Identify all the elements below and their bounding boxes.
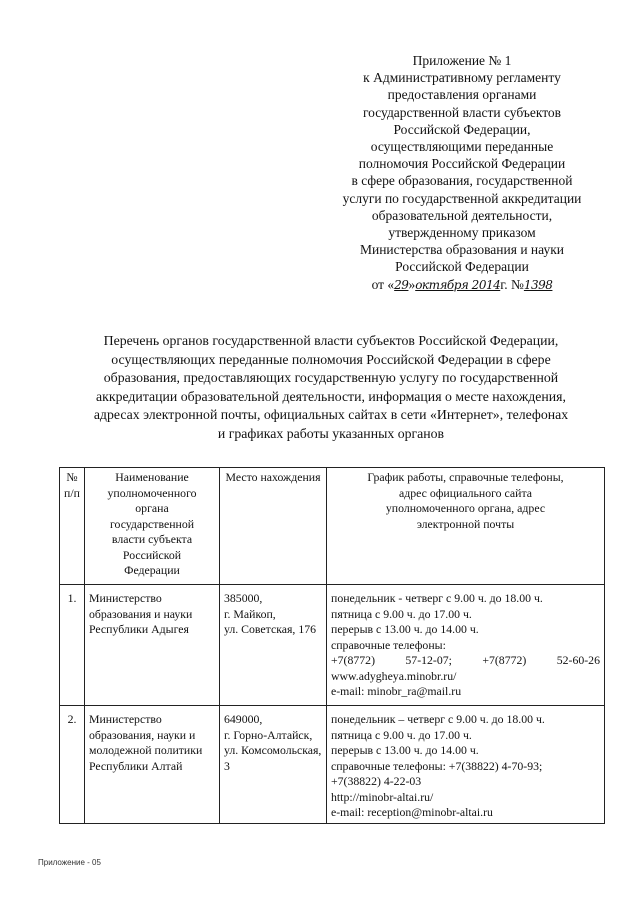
location-line: 649000, bbox=[224, 712, 263, 726]
row-authority-name bbox=[85, 706, 220, 824]
appendix-line: Приложение № 1 bbox=[412, 53, 512, 68]
appendix-line: к Административному регламенту bbox=[363, 70, 561, 86]
row-number: 1. bbox=[60, 585, 85, 706]
schedule-line: справочные телефоны: bbox=[331, 637, 446, 652]
table-row bbox=[60, 585, 605, 706]
appendix-line: услуги по государственной аккредитации bbox=[342, 190, 582, 206]
header-name-line: государственной bbox=[109, 516, 195, 531]
location-line: 3 bbox=[224, 758, 230, 773]
location-line: г. Майкоп, bbox=[224, 606, 276, 621]
location-line: ул. Комсомольская, bbox=[224, 743, 322, 757]
title-line: и графиках работы указанных органов bbox=[217, 425, 445, 441]
phone-part: +7(8772) bbox=[482, 653, 527, 667]
header-num-line: № bbox=[66, 470, 78, 484]
appendix-line: образовательной деятельности, bbox=[371, 207, 553, 223]
row-schedule bbox=[327, 706, 605, 824]
appendix-line: предоставления органами bbox=[387, 87, 537, 103]
schedule-line: пятница с 9.00 ч. до 17.00 ч. bbox=[331, 727, 472, 742]
page-footer: Приложение - 05 bbox=[38, 858, 101, 867]
order-reference bbox=[330, 276, 594, 294]
header-schedule bbox=[327, 468, 605, 585]
header-schedule-line: уполномоченного органа, адрес bbox=[385, 501, 546, 515]
row-number: 2. bbox=[60, 706, 85, 824]
location-line: г. Горно-Алтайск, bbox=[224, 727, 313, 742]
header-name-line: органа bbox=[135, 501, 169, 515]
name-line: Республики Адыгея bbox=[89, 622, 189, 636]
order-mid: » bbox=[408, 276, 416, 292]
header-name-line: уполномоченного bbox=[107, 485, 197, 500]
name-line: Министерство bbox=[89, 712, 162, 726]
header-num-line: п/п bbox=[64, 485, 80, 500]
header-name-line: Федерации bbox=[124, 563, 180, 577]
phone-part: 57-12-07; bbox=[405, 653, 452, 667]
location-line: ул. Советская, 176 bbox=[224, 622, 317, 636]
order-prefix: от « bbox=[371, 276, 395, 292]
order-day: 29 bbox=[394, 277, 409, 292]
appendix-header bbox=[330, 52, 594, 294]
title-line: аккредитации образовательной деятельности, информация о месте нахождения, bbox=[96, 388, 566, 404]
appendix-line: государственной власти субъектов bbox=[362, 104, 562, 120]
name-line: Министерство bbox=[89, 591, 162, 605]
email-line: e-mail: reception@minobr-altai.ru bbox=[331, 805, 493, 819]
order-suffix: г. № bbox=[500, 276, 524, 292]
schedule-line: справочные телефоны: +7(38822) 4-70-93; bbox=[331, 758, 543, 773]
row-authority-name bbox=[85, 585, 220, 706]
row-location bbox=[220, 585, 327, 706]
document-title bbox=[66, 332, 596, 443]
phones-line bbox=[331, 653, 600, 669]
order-month-year: октября 2014 bbox=[415, 277, 501, 292]
header-name bbox=[85, 468, 220, 585]
header-location bbox=[220, 468, 327, 585]
schedule-line: перерыв с 13.00 ч. до 14.00 ч. bbox=[331, 743, 479, 757]
phone-part: 52-60-26 bbox=[556, 653, 600, 667]
title-line: осуществляющих переданные полномочия Российской Федерации в сфере bbox=[111, 351, 551, 367]
header-name-line: Российской bbox=[122, 547, 182, 562]
appendix-line: полномочия Российской Федерации bbox=[358, 156, 566, 172]
phone-part: +7(8772) bbox=[331, 653, 376, 667]
header-schedule-line: График работы, справочные телефоны, bbox=[367, 470, 564, 484]
appendix-line: осуществляющими переданные bbox=[370, 139, 554, 155]
header-num bbox=[60, 468, 85, 585]
header-location-line: Место нахождения bbox=[225, 470, 321, 484]
row-location bbox=[220, 706, 327, 824]
appendix-line: Российской Федерации bbox=[395, 259, 529, 275]
row-schedule bbox=[327, 585, 605, 706]
schedule-line: понедельник – четверг с 9.00 ч. до 18.00 ч. bbox=[331, 712, 545, 726]
schedule-line: пятница с 9.00 ч. до 17.00 ч. bbox=[331, 606, 472, 621]
schedule-line: +7(38822) 4-22-03 bbox=[331, 774, 422, 788]
name-line: образования, науки и bbox=[89, 727, 196, 742]
header-schedule-line: электронной почты bbox=[416, 516, 515, 531]
table-header-row bbox=[60, 468, 605, 585]
title-line: адресах электронной почты, официальных сайтах в сети «Интернет», телефонах bbox=[93, 407, 569, 422]
schedule-line: перерыв с 13.00 ч. до 14.00 ч. bbox=[331, 622, 479, 636]
name-line: образования и науки bbox=[89, 606, 193, 621]
table-row bbox=[60, 706, 605, 824]
name-line: Республики Алтай bbox=[89, 758, 183, 773]
website-line: www.adygheya.minobr.ru/ bbox=[331, 668, 457, 683]
header-name-line: Наименование bbox=[115, 470, 189, 484]
name-line: молодежной политики bbox=[89, 743, 203, 757]
order-number: 1398 bbox=[523, 277, 553, 292]
website-line: http://minobr-altai.ru/ bbox=[331, 789, 434, 804]
email-line: e-mail: minobr_ra@mail.ru bbox=[331, 684, 462, 698]
header-schedule-line: адрес официального сайта bbox=[398, 485, 532, 500]
appendix-line: в сфере образования, государственной bbox=[351, 173, 573, 189]
appendix-line: Российской Федерации, bbox=[393, 121, 531, 137]
appendix-line: Министерства образования и науки bbox=[359, 242, 565, 258]
title-line: Перечень органов государственной власти субъектов Российской Федерации, bbox=[103, 333, 559, 348]
schedule-line: понедельник - четверг с 9.00 ч. до 18.00 ч. bbox=[331, 591, 543, 605]
header-name-line: власти субъекта bbox=[111, 532, 193, 546]
location-line: 385000, bbox=[224, 591, 263, 605]
title-line: образования, предоставляющих государственную услугу по государственной bbox=[103, 370, 559, 385]
appendix-line: утвержденному приказом bbox=[388, 225, 536, 241]
authorities-table bbox=[59, 467, 605, 824]
